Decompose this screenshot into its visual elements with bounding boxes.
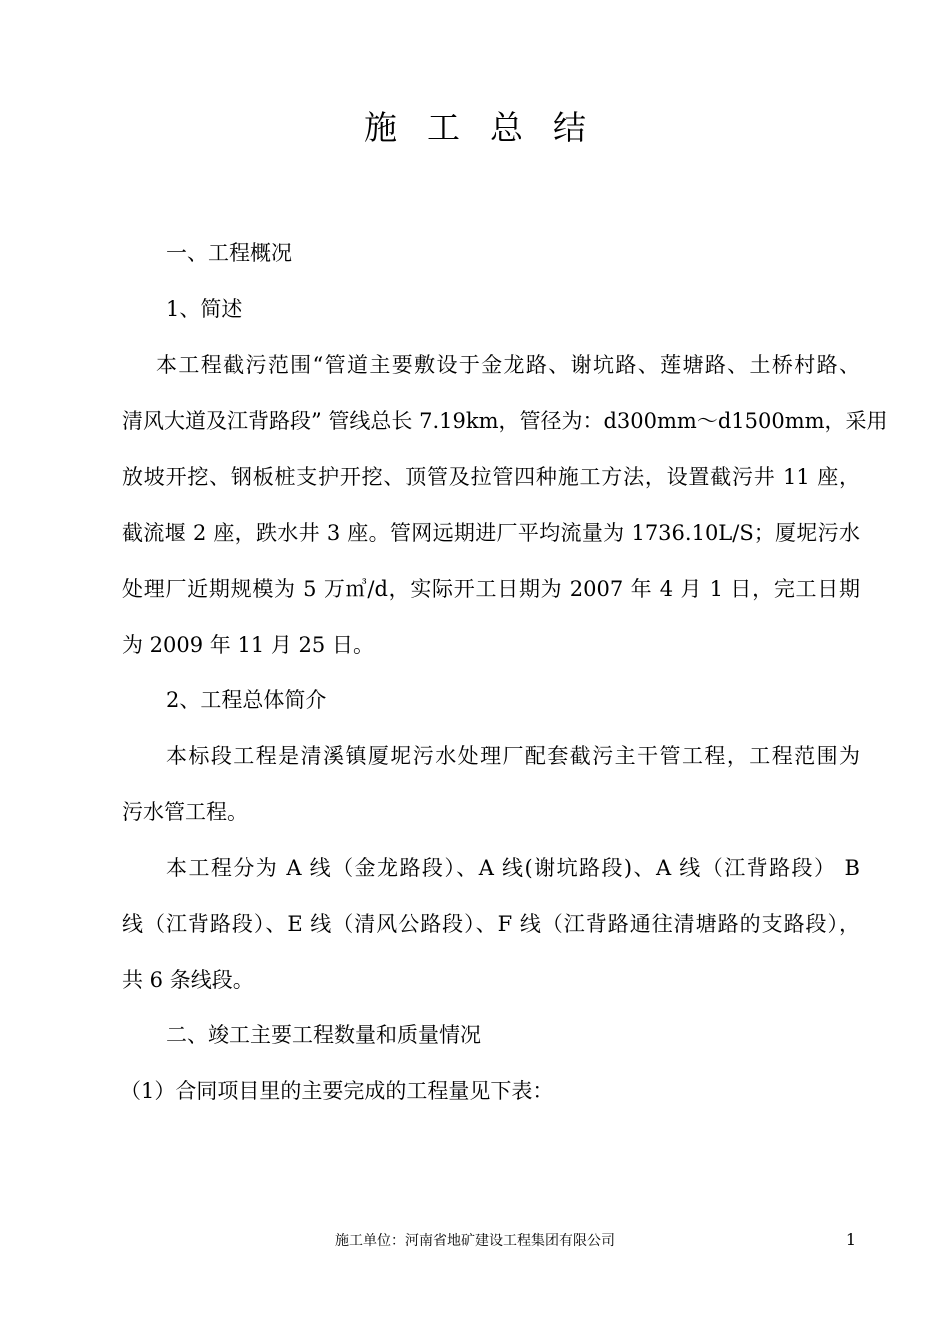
paragraph-line: 污水管工程。 xyxy=(122,800,248,824)
paragraph-line: 本工程分为 A 线（金龙路段）、A 线(谢坑路段)、A 线（江背路段） B xyxy=(166,856,860,880)
paragraph-line: 处理厂近期规模为 5 万㎥/d，实际开工日期为 2007 年 4 月 1 日，完工日期 xyxy=(122,577,860,601)
paragraph-line: 本标段工程是清溪镇厦坭污水处理厂配套截污主干管工程，工程范围为 xyxy=(166,744,860,768)
paragraph-line: 截流堰 2 座，跌水井 3 座。管网远期进厂平均流量为 1736.10L/S；厦坭污水 xyxy=(122,521,860,545)
paragraph-line: 清风大道及江背路段” 管线总长 7.19km，管径为：d300mm～d1500mm，采用 xyxy=(122,409,888,433)
paragraph-line: 线（江背路段）、E 线（清风公路段）、F 线（江背路通往清塘路的支路段）， xyxy=(122,912,860,936)
paragraph-line: 放坡开挖、钢板桩支护开挖、顶管及拉管四种施工方法，设置截污井 11 座， xyxy=(122,465,860,489)
paragraph-line: 为 2009 年 11 月 25 日。 xyxy=(122,633,374,657)
paragraph-line: 本工程截污范围“管道主要敷设于金龙路、谢坑路、莲塘路、土桥村路、 xyxy=(156,353,860,377)
section-heading-overview: 一、工程概况 xyxy=(166,241,292,265)
subsection-heading-project-intro: 2、工程总体简介 xyxy=(166,688,327,712)
section-heading-quantities: 二、竣工主要工程数量和质量情况 xyxy=(166,1023,481,1047)
paragraph-line: 共 6 条线段。 xyxy=(122,968,254,992)
paragraph-line: （1）合同项目里的主要完成的工程量见下表： xyxy=(120,1079,554,1103)
subsection-heading-summary: 1、简述 xyxy=(166,297,243,321)
page-number: 1 xyxy=(845,1230,856,1249)
document-title: 施工总结 xyxy=(364,108,616,147)
footer-construction-unit: 施工单位：河南省地矿建设工程集团有限公司 xyxy=(335,1233,615,1249)
